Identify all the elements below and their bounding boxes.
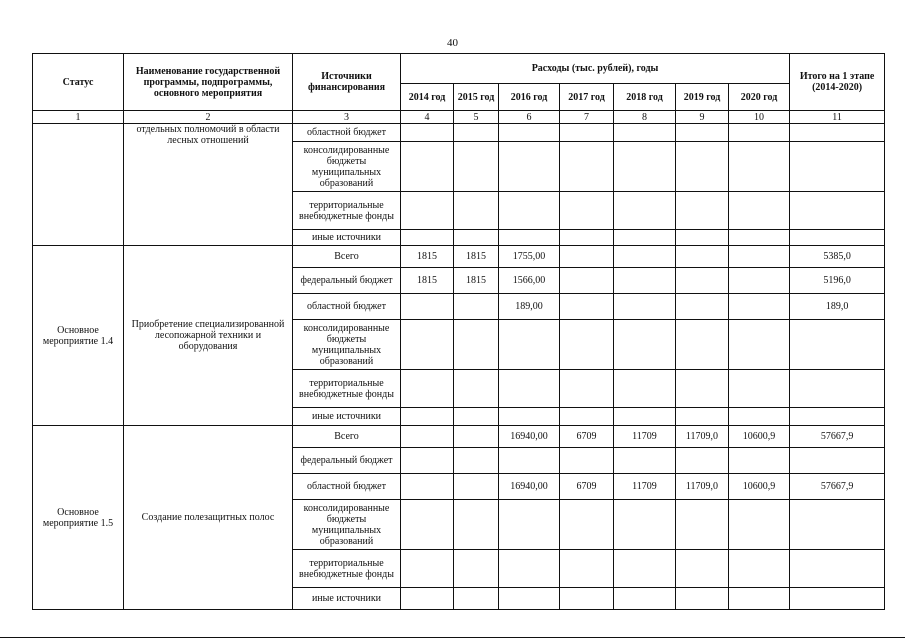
amount-cell	[614, 246, 676, 268]
amount-cell: 10600,9	[729, 426, 790, 448]
amount-cell	[454, 550, 499, 588]
column-number: 5	[454, 111, 499, 124]
amount-cell	[676, 192, 729, 230]
amount-cell	[499, 230, 560, 246]
amount-cell	[614, 192, 676, 230]
amount-cell	[729, 294, 790, 320]
header-year: 2019 год	[676, 84, 729, 111]
amount-cell	[454, 370, 499, 408]
amount-cell	[560, 370, 614, 408]
amount-cell	[499, 550, 560, 588]
column-number: 7	[560, 111, 614, 124]
source-cell: консолидированные бюджеты муниципальных образований	[293, 320, 401, 370]
amount-cell: 1815	[401, 246, 454, 268]
total-cell: 57667,9	[790, 474, 885, 500]
header-year: 2018 год	[614, 84, 676, 111]
amount-cell: 189,00	[499, 294, 560, 320]
amount-cell: 1815	[454, 268, 499, 294]
amount-cell	[676, 448, 729, 474]
amount-cell: 16940,00	[499, 474, 560, 500]
amount-cell	[560, 268, 614, 294]
amount-cell	[454, 426, 499, 448]
table-row	[33, 246, 885, 268]
amount-cell	[499, 500, 560, 550]
source-cell: иные источники	[293, 408, 401, 426]
source-cell: иные источники	[293, 230, 401, 246]
amount-cell	[454, 448, 499, 474]
amount-cell	[676, 268, 729, 294]
amount-cell	[499, 588, 560, 610]
source-cell: областной бюджет	[293, 474, 401, 500]
page-bottom-rule	[0, 637, 905, 638]
total-cell: 189,0	[790, 294, 885, 320]
amount-cell	[454, 142, 499, 192]
amount-cell	[401, 192, 454, 230]
amount-cell	[676, 588, 729, 610]
total-cell	[790, 320, 885, 370]
column-number: 8	[614, 111, 676, 124]
amount-cell	[729, 192, 790, 230]
amount-cell	[614, 294, 676, 320]
amount-cell	[560, 320, 614, 370]
source-cell: областной бюджет	[293, 294, 401, 320]
amount-cell	[560, 448, 614, 474]
header-status: Статус	[33, 54, 124, 111]
amount-cell	[614, 500, 676, 550]
column-number: 6	[499, 111, 560, 124]
amount-cell	[401, 474, 454, 500]
amount-cell	[499, 192, 560, 230]
amount-cell	[401, 500, 454, 550]
amount-cell	[454, 320, 499, 370]
amount-cell	[676, 408, 729, 426]
source-cell: федеральный бюджет	[293, 268, 401, 294]
amount-cell	[676, 294, 729, 320]
amount-cell	[560, 230, 614, 246]
amount-cell	[729, 500, 790, 550]
amount-cell	[454, 294, 499, 320]
amount-cell	[614, 408, 676, 426]
amount-cell: 1566,00	[499, 268, 560, 294]
header-expenses: Расходы (тыс. рублей), годы	[401, 54, 790, 84]
source-cell: иные источники	[293, 588, 401, 610]
amount-cell	[560, 588, 614, 610]
amount-cell	[560, 124, 614, 142]
total-cell	[790, 408, 885, 426]
amount-cell	[614, 588, 676, 610]
program-name-cell: Создание полезащитных полос	[124, 426, 293, 610]
source-cell: консолидированные бюджеты муниципальных образований	[293, 142, 401, 192]
total-cell	[790, 124, 885, 142]
amount-cell	[729, 230, 790, 246]
header-year: 2020 год	[729, 84, 790, 111]
amount-cell	[560, 550, 614, 588]
amount-cell: 16940,00	[499, 426, 560, 448]
total-cell	[790, 142, 885, 192]
amount-cell: 6709	[560, 426, 614, 448]
amount-cell	[614, 448, 676, 474]
column-number: 3	[293, 111, 401, 124]
total-cell	[790, 588, 885, 610]
amount-cell: 10600,9	[729, 474, 790, 500]
amount-cell	[676, 500, 729, 550]
amount-cell	[729, 588, 790, 610]
status-cell	[33, 124, 124, 246]
amount-cell	[614, 124, 676, 142]
status-cell: Основное мероприятие 1.4	[33, 246, 124, 426]
amount-cell	[729, 370, 790, 408]
amount-cell	[401, 320, 454, 370]
header-total: Итого на 1 этапе (2014-2020)	[790, 54, 885, 111]
amount-cell	[676, 142, 729, 192]
source-cell: Всего	[293, 426, 401, 448]
amount-cell	[401, 426, 454, 448]
amount-cell	[401, 550, 454, 588]
amount-cell	[499, 142, 560, 192]
program-name-cell: Приобретение специализированной лесопожарной техники и оборудования	[124, 246, 293, 426]
amount-cell	[614, 230, 676, 246]
amount-cell	[560, 500, 614, 550]
source-cell: территориальные внебюджетные фонды	[293, 370, 401, 408]
amount-cell	[454, 474, 499, 500]
amount-cell	[454, 588, 499, 610]
amount-cell	[729, 550, 790, 588]
amount-cell	[499, 370, 560, 408]
source-cell: консолидированные бюджеты муниципальных образований	[293, 500, 401, 550]
header-sources: Источники финансирования	[293, 54, 401, 111]
column-number: 10	[729, 111, 790, 124]
total-cell: 5385,0	[790, 246, 885, 268]
source-cell: территориальные внебюджетные фонды	[293, 550, 401, 588]
amount-cell: 1815	[454, 246, 499, 268]
total-cell	[790, 230, 885, 246]
amount-cell	[676, 370, 729, 408]
amount-cell	[614, 370, 676, 408]
amount-cell	[454, 230, 499, 246]
amount-cell	[729, 124, 790, 142]
amount-cell	[676, 124, 729, 142]
expenses-table	[32, 53, 885, 610]
amount-cell: 1755,00	[499, 246, 560, 268]
column-number: 1	[33, 111, 124, 124]
amount-cell	[614, 550, 676, 588]
column-number: 11	[790, 111, 885, 124]
amount-cell	[614, 320, 676, 370]
amount-cell	[729, 408, 790, 426]
total-cell	[790, 550, 885, 588]
amount-cell	[454, 192, 499, 230]
header-year: 2014 год	[401, 84, 454, 111]
source-cell: областной бюджет	[293, 124, 401, 142]
amount-cell	[401, 448, 454, 474]
amount-cell	[401, 370, 454, 408]
amount-cell	[499, 320, 560, 370]
table-row	[33, 426, 885, 448]
amount-cell	[401, 408, 454, 426]
column-number: 9	[676, 111, 729, 124]
total-cell	[790, 500, 885, 550]
amount-cell	[614, 142, 676, 192]
table-row	[33, 124, 885, 142]
amount-cell: 11709	[614, 474, 676, 500]
amount-cell	[676, 246, 729, 268]
amount-cell	[401, 230, 454, 246]
amount-cell	[401, 142, 454, 192]
amount-cell	[729, 142, 790, 192]
amount-cell	[560, 192, 614, 230]
amount-cell	[560, 142, 614, 192]
total-cell: 5196,0	[790, 268, 885, 294]
amount-cell	[454, 408, 499, 426]
amount-cell	[560, 294, 614, 320]
amount-cell	[499, 124, 560, 142]
amount-cell	[676, 320, 729, 370]
header-year: 2016 год	[499, 84, 560, 111]
amount-cell: 11709	[614, 426, 676, 448]
header-name: Наименование государственной программы, подпрограммы, основного мероприятия	[124, 54, 293, 111]
amount-cell: 11709,0	[676, 426, 729, 448]
total-cell: 57667,9	[790, 426, 885, 448]
amount-cell	[676, 230, 729, 246]
column-number: 4	[401, 111, 454, 124]
amount-cell	[401, 588, 454, 610]
amount-cell	[729, 268, 790, 294]
total-cell	[790, 448, 885, 474]
column-number: 2	[124, 111, 293, 124]
amount-cell	[454, 500, 499, 550]
amount-cell	[560, 246, 614, 268]
source-cell: территориальные внебюджетные фонды	[293, 192, 401, 230]
header-year: 2015 год	[454, 84, 499, 111]
program-name-cell: отдельных полномочий в области лесных отношений	[124, 124, 293, 246]
amount-cell	[729, 320, 790, 370]
amount-cell	[729, 246, 790, 268]
total-cell	[790, 370, 885, 408]
header-year: 2017 год	[560, 84, 614, 111]
amount-cell	[401, 124, 454, 142]
amount-cell	[401, 294, 454, 320]
amount-cell: 1815	[401, 268, 454, 294]
amount-cell	[560, 408, 614, 426]
amount-cell	[499, 408, 560, 426]
source-cell: федеральный бюджет	[293, 448, 401, 474]
page-number: 40	[447, 37, 458, 49]
amount-cell	[729, 448, 790, 474]
status-cell: Основное мероприятие 1.5	[33, 426, 124, 610]
source-cell: Всего	[293, 246, 401, 268]
total-cell	[790, 192, 885, 230]
amount-cell	[454, 124, 499, 142]
amount-cell	[614, 268, 676, 294]
amount-cell: 6709	[560, 474, 614, 500]
amount-cell	[499, 448, 560, 474]
amount-cell	[676, 550, 729, 588]
amount-cell: 11709,0	[676, 474, 729, 500]
